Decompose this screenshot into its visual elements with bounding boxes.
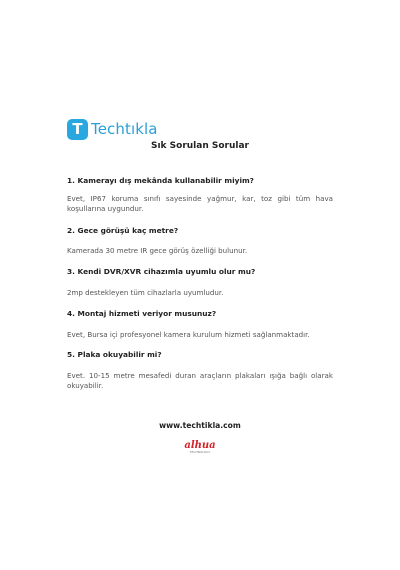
faq-question: 3. Kendi DVR/XVR cihazımla uyumlu olur mu? [67, 267, 256, 276]
faq-question: 4. Montaj hizmeti veriyor musunuz? [67, 309, 217, 318]
faq-answer: Evet. 10-15 metre mesafedi duran araçların plakaları ışığa bağlı olarak okuyabilir. [67, 371, 333, 390]
faq-question: 1. Kamerayı dış mekânda kullanabilir miyim? [67, 176, 254, 185]
faq-question: 5. Plaka okuyabilir mi? [67, 350, 162, 359]
logo-badge-icon: T [67, 119, 88, 140]
logo-text: Techtıkla [91, 120, 158, 138]
website-link[interactable]: www.techtikla.com [159, 421, 241, 430]
partner-logo-tagline: TECHNOLOGY [189, 450, 211, 454]
faq-answer: Evet, Bursa içi profesyonel kamera kurulum hizmeti sağlanmaktadır. [67, 330, 310, 339]
partner-logo [0, 440, 400, 454]
faq-answer: 2mp destekleyen tüm cihazlarla uyumludur. [67, 288, 224, 297]
faq-item [67, 226, 333, 256]
faq-item [67, 350, 333, 391]
faq-item [67, 267, 333, 298]
faq-item [67, 309, 333, 340]
page-title: Sık Sorulan Sorular [150, 141, 249, 151]
faq-answer: Kamerada 30 metre IR gece görüş özelliği bulunur. [67, 246, 248, 255]
partner-logo-text: alhua [184, 440, 216, 451]
faq-question: 2. Gece görüşü kaç metre? [67, 226, 179, 235]
techtikla-logo [67, 117, 158, 141]
faq-item [67, 176, 333, 214]
faq-answer: Evet, IP67 koruma sınıfı sayesinde yağmur, kar, toz gibi tüm hava koşullarına uygundur. [67, 194, 333, 213]
